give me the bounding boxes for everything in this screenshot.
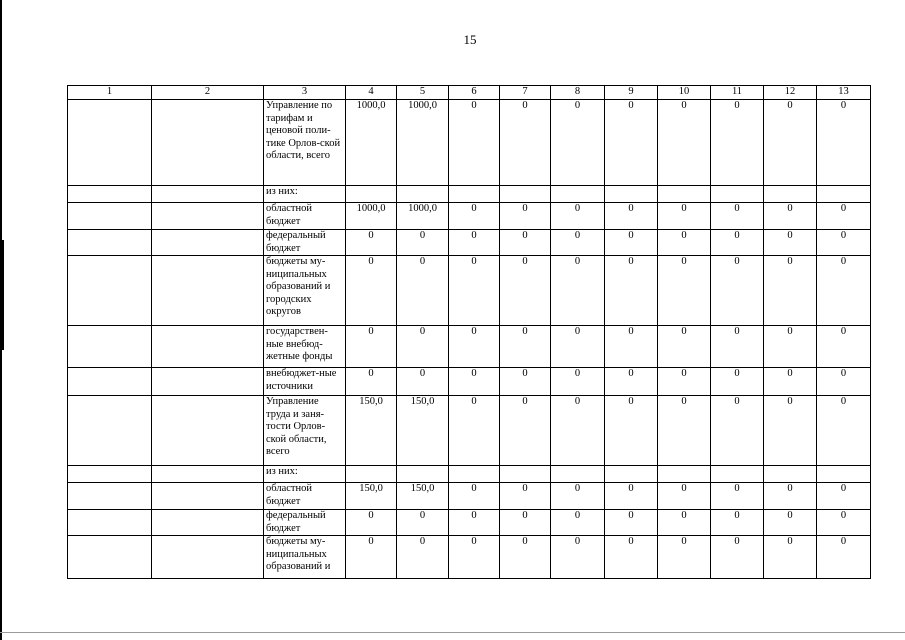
row-label: бюджеты му-ниципальных образований и bbox=[264, 536, 346, 579]
table-row bbox=[68, 536, 871, 579]
column-header: 1 bbox=[68, 86, 152, 100]
value-cell bbox=[605, 186, 658, 203]
empty-cell bbox=[152, 396, 264, 466]
value-cell: 0 bbox=[711, 368, 764, 396]
value-cell: 0 bbox=[551, 396, 605, 466]
table-row bbox=[68, 396, 871, 466]
table-row bbox=[68, 100, 871, 186]
value-cell: 0 bbox=[817, 396, 871, 466]
value-cell: 150,0 bbox=[346, 396, 397, 466]
value-cell: 0 bbox=[449, 256, 500, 326]
value-cell: 0 bbox=[449, 510, 500, 536]
row-label: внебюджет-ные источники bbox=[264, 368, 346, 396]
value-cell: 0 bbox=[449, 326, 500, 368]
value-cell bbox=[449, 186, 500, 203]
column-header: 11 bbox=[711, 86, 764, 100]
value-cell: 0 bbox=[449, 536, 500, 579]
column-header: 10 bbox=[658, 86, 711, 100]
value-cell: 0 bbox=[711, 203, 764, 230]
row-label: из них: bbox=[264, 186, 346, 203]
value-cell bbox=[500, 186, 551, 203]
value-cell: 0 bbox=[551, 326, 605, 368]
row-label: областной бюджет bbox=[264, 483, 346, 510]
empty-cell bbox=[68, 203, 152, 230]
value-cell: 0 bbox=[764, 396, 817, 466]
value-cell: 0 bbox=[500, 510, 551, 536]
value-cell: 0 bbox=[500, 203, 551, 230]
empty-cell bbox=[68, 536, 152, 579]
table-row bbox=[68, 483, 871, 510]
value-cell bbox=[711, 186, 764, 203]
empty-cell bbox=[152, 326, 264, 368]
value-cell: 0 bbox=[711, 483, 764, 510]
value-cell: 0 bbox=[817, 510, 871, 536]
value-cell: 0 bbox=[500, 396, 551, 466]
value-cell: 0 bbox=[449, 100, 500, 186]
empty-cell bbox=[152, 483, 264, 510]
value-cell: 0 bbox=[605, 536, 658, 579]
value-cell: 0 bbox=[764, 230, 817, 256]
value-cell: 0 bbox=[764, 326, 817, 368]
value-cell: 0 bbox=[346, 510, 397, 536]
value-cell: 0 bbox=[817, 326, 871, 368]
value-cell: 1000,0 bbox=[397, 100, 449, 186]
value-cell: 0 bbox=[449, 483, 500, 510]
value-cell bbox=[764, 466, 817, 483]
value-cell: 150,0 bbox=[397, 483, 449, 510]
empty-cell bbox=[152, 203, 264, 230]
value-cell: 0 bbox=[500, 100, 551, 186]
value-cell: 0 bbox=[764, 483, 817, 510]
empty-cell bbox=[68, 326, 152, 368]
value-cell: 0 bbox=[764, 100, 817, 186]
value-cell: 0 bbox=[817, 100, 871, 186]
value-cell: 0 bbox=[605, 483, 658, 510]
value-cell: 0 bbox=[711, 326, 764, 368]
value-cell: 0 bbox=[605, 396, 658, 466]
row-label: Управление по тарифам и ценовой поли-тике Орлов-ской области, всего bbox=[264, 100, 346, 186]
table-row bbox=[68, 510, 871, 536]
value-cell: 0 bbox=[605, 256, 658, 326]
column-header: 8 bbox=[551, 86, 605, 100]
value-cell bbox=[658, 466, 711, 483]
value-cell: 0 bbox=[551, 510, 605, 536]
value-cell: 0 bbox=[500, 368, 551, 396]
value-cell bbox=[449, 466, 500, 483]
scan-edge-mark bbox=[0, 240, 4, 350]
value-cell: 0 bbox=[764, 203, 817, 230]
value-cell: 0 bbox=[551, 230, 605, 256]
value-cell: 0 bbox=[500, 326, 551, 368]
table-header-row bbox=[68, 86, 871, 100]
table-row bbox=[68, 203, 871, 230]
column-header: 12 bbox=[764, 86, 817, 100]
value-cell bbox=[817, 186, 871, 203]
value-cell: 0 bbox=[764, 256, 817, 326]
table-row bbox=[68, 186, 871, 203]
value-cell: 0 bbox=[551, 483, 605, 510]
empty-cell bbox=[68, 396, 152, 466]
value-cell bbox=[551, 186, 605, 203]
empty-cell bbox=[68, 230, 152, 256]
value-cell: 0 bbox=[711, 510, 764, 536]
value-cell: 0 bbox=[397, 536, 449, 579]
value-cell bbox=[764, 186, 817, 203]
value-cell bbox=[658, 186, 711, 203]
empty-cell bbox=[152, 466, 264, 483]
value-cell: 0 bbox=[605, 326, 658, 368]
value-cell: 0 bbox=[346, 256, 397, 326]
value-cell bbox=[346, 186, 397, 203]
scan-edge-bottom bbox=[0, 632, 905, 633]
value-cell: 0 bbox=[711, 100, 764, 186]
value-cell: 0 bbox=[711, 256, 764, 326]
empty-cell bbox=[68, 510, 152, 536]
value-cell: 0 bbox=[658, 396, 711, 466]
value-cell bbox=[605, 466, 658, 483]
row-label: из них: bbox=[264, 466, 346, 483]
value-cell: 0 bbox=[658, 230, 711, 256]
row-label: государствен-ные внебюд-жетные фонды bbox=[264, 326, 346, 368]
empty-cell bbox=[152, 368, 264, 396]
value-cell: 0 bbox=[346, 536, 397, 579]
row-label: бюджеты му-ниципальных образований и городских округов bbox=[264, 256, 346, 326]
value-cell: 0 bbox=[817, 483, 871, 510]
value-cell: 0 bbox=[711, 396, 764, 466]
column-header: 4 bbox=[346, 86, 397, 100]
value-cell: 0 bbox=[551, 256, 605, 326]
value-cell: 0 bbox=[346, 368, 397, 396]
empty-cell bbox=[68, 256, 152, 326]
value-cell: 0 bbox=[397, 256, 449, 326]
value-cell: 0 bbox=[658, 536, 711, 579]
column-header: 3 bbox=[264, 86, 346, 100]
value-cell: 0 bbox=[658, 100, 711, 186]
column-header: 5 bbox=[397, 86, 449, 100]
empty-cell bbox=[68, 466, 152, 483]
value-cell: 0 bbox=[711, 536, 764, 579]
value-cell: 0 bbox=[397, 510, 449, 536]
value-cell bbox=[397, 186, 449, 203]
value-cell: 0 bbox=[764, 510, 817, 536]
value-cell: 0 bbox=[500, 536, 551, 579]
value-cell: 0 bbox=[658, 368, 711, 396]
column-header: 7 bbox=[500, 86, 551, 100]
column-header: 9 bbox=[605, 86, 658, 100]
value-cell: 0 bbox=[658, 256, 711, 326]
value-cell: 0 bbox=[397, 230, 449, 256]
value-cell: 0 bbox=[605, 510, 658, 536]
table-row bbox=[68, 368, 871, 396]
value-cell bbox=[817, 466, 871, 483]
value-cell: 150,0 bbox=[346, 483, 397, 510]
column-header: 13 bbox=[817, 86, 871, 100]
empty-cell bbox=[68, 100, 152, 186]
row-label: федеральный бюджет bbox=[264, 230, 346, 256]
value-cell: 0 bbox=[817, 203, 871, 230]
value-cell: 0 bbox=[449, 368, 500, 396]
value-cell: 150,0 bbox=[397, 396, 449, 466]
value-cell: 0 bbox=[397, 368, 449, 396]
value-cell: 0 bbox=[449, 203, 500, 230]
value-cell: 0 bbox=[764, 368, 817, 396]
value-cell: 0 bbox=[711, 230, 764, 256]
row-label: федеральный бюджет bbox=[264, 510, 346, 536]
empty-cell bbox=[68, 483, 152, 510]
value-cell: 0 bbox=[346, 230, 397, 256]
row-label: Управление труда и заня-тости Орлов-ской области, всего bbox=[264, 396, 346, 466]
value-cell: 0 bbox=[605, 368, 658, 396]
value-cell: 0 bbox=[551, 368, 605, 396]
value-cell: 0 bbox=[817, 368, 871, 396]
value-cell: 0 bbox=[449, 230, 500, 256]
value-cell: 0 bbox=[605, 230, 658, 256]
page-number: 15 bbox=[463, 32, 477, 47]
value-cell: 0 bbox=[605, 203, 658, 230]
value-cell: 0 bbox=[658, 510, 711, 536]
value-cell: 0 bbox=[551, 100, 605, 186]
row-label: областной бюджет bbox=[264, 203, 346, 230]
table-row bbox=[68, 466, 871, 483]
column-header: 6 bbox=[449, 86, 500, 100]
value-cell: 0 bbox=[817, 230, 871, 256]
value-cell bbox=[346, 466, 397, 483]
empty-cell bbox=[68, 368, 152, 396]
empty-cell bbox=[68, 186, 152, 203]
budget-table bbox=[67, 85, 871, 579]
table-body bbox=[68, 100, 871, 579]
empty-cell bbox=[152, 230, 264, 256]
value-cell bbox=[551, 466, 605, 483]
value-cell: 1000,0 bbox=[346, 203, 397, 230]
value-cell: 0 bbox=[551, 203, 605, 230]
empty-cell bbox=[152, 536, 264, 579]
value-cell: 0 bbox=[764, 536, 817, 579]
table-row bbox=[68, 230, 871, 256]
empty-cell bbox=[152, 256, 264, 326]
value-cell: 0 bbox=[817, 256, 871, 326]
value-cell bbox=[711, 466, 764, 483]
table-row bbox=[68, 326, 871, 368]
value-cell: 0 bbox=[658, 203, 711, 230]
value-cell: 0 bbox=[658, 483, 711, 510]
column-header: 2 bbox=[152, 86, 264, 100]
value-cell: 0 bbox=[551, 536, 605, 579]
value-cell: 0 bbox=[346, 326, 397, 368]
value-cell: 0 bbox=[605, 100, 658, 186]
value-cell: 0 bbox=[658, 326, 711, 368]
value-cell: 0 bbox=[500, 230, 551, 256]
value-cell bbox=[500, 466, 551, 483]
value-cell: 0 bbox=[817, 536, 871, 579]
value-cell bbox=[397, 466, 449, 483]
value-cell: 1000,0 bbox=[346, 100, 397, 186]
value-cell: 0 bbox=[449, 396, 500, 466]
value-cell: 1000,0 bbox=[397, 203, 449, 230]
value-cell: 0 bbox=[500, 483, 551, 510]
table-row bbox=[68, 256, 871, 326]
empty-cell bbox=[152, 510, 264, 536]
empty-cell bbox=[152, 100, 264, 186]
empty-cell bbox=[152, 186, 264, 203]
value-cell: 0 bbox=[397, 326, 449, 368]
value-cell: 0 bbox=[500, 256, 551, 326]
